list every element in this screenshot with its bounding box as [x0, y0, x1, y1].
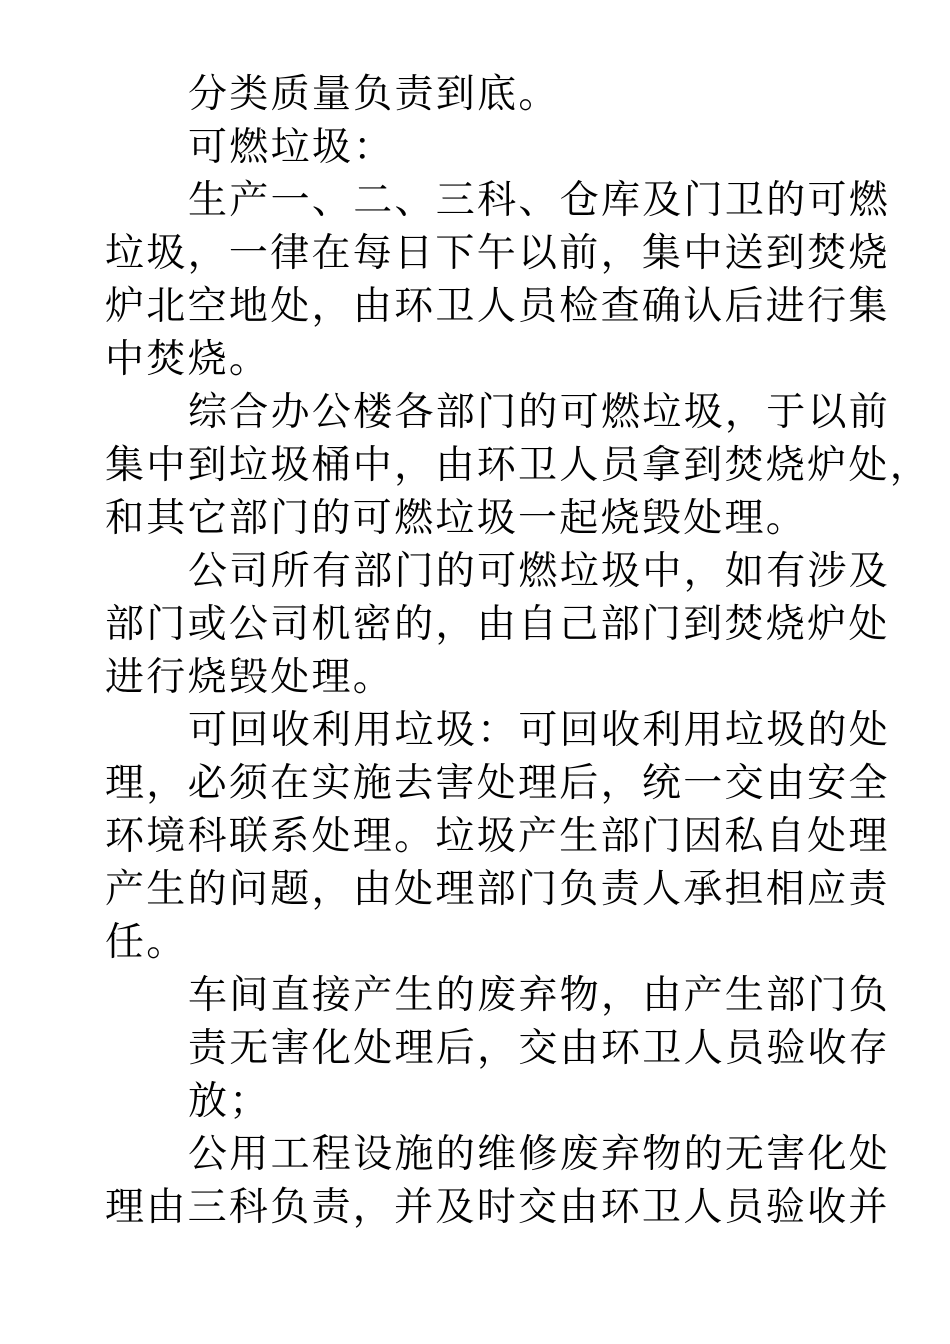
- text-line: 产生的问题，由处理部门负责人承担相应责: [105, 867, 890, 912]
- text-line: 可回收利用垃圾：可回收利用垃圾的处: [188, 708, 891, 753]
- text-line: 公用工程设施的维修废弃物的无害化处: [188, 1132, 891, 1177]
- text-line: 放；: [188, 1079, 271, 1124]
- text-line: 中焚烧。: [105, 337, 271, 382]
- text-line: 部门或公司机密的，由自己部门到焚烧炉处: [105, 602, 890, 647]
- text-line: 可燃垃圾：: [188, 125, 395, 170]
- text-line: 任。: [105, 920, 188, 965]
- text-line: 理，必须在实施去害处理后，统一交由安全: [105, 761, 890, 806]
- text-line: 理由三科负责，并及时交由环卫人员验收并: [105, 1185, 890, 1230]
- text-line: 垃圾，一律在每日下午以前，集中送到焚烧: [105, 231, 890, 276]
- text-line: 责无害化处理后，交由环卫人员验收存: [188, 1026, 891, 1071]
- text-line: 综合办公楼各部门的可燃垃圾，于以前: [188, 390, 891, 435]
- text-line: 集中到垃圾桶中，由环卫人员拿到焚烧炉处，: [105, 443, 932, 488]
- text-line: 环境科联系处理。垃圾产生部门因私自处理: [105, 814, 890, 859]
- text-line: 分类质量负责到底。: [188, 72, 560, 117]
- text-line: 车间直接产生的废弃物，由产生部门负: [188, 973, 891, 1018]
- text-line: 生产一、二、三科、仓库及门卫的可燃: [188, 178, 891, 223]
- text-line: 和其它部门的可燃垃圾一起烧毁处理。: [105, 496, 808, 541]
- text-line: 炉北空地处，由环卫人员检查确认后进行集: [105, 284, 890, 329]
- text-line: 公司所有部门的可燃垃圾中，如有涉及: [188, 549, 891, 594]
- text-line: 进行烧毁处理。: [105, 655, 395, 700]
